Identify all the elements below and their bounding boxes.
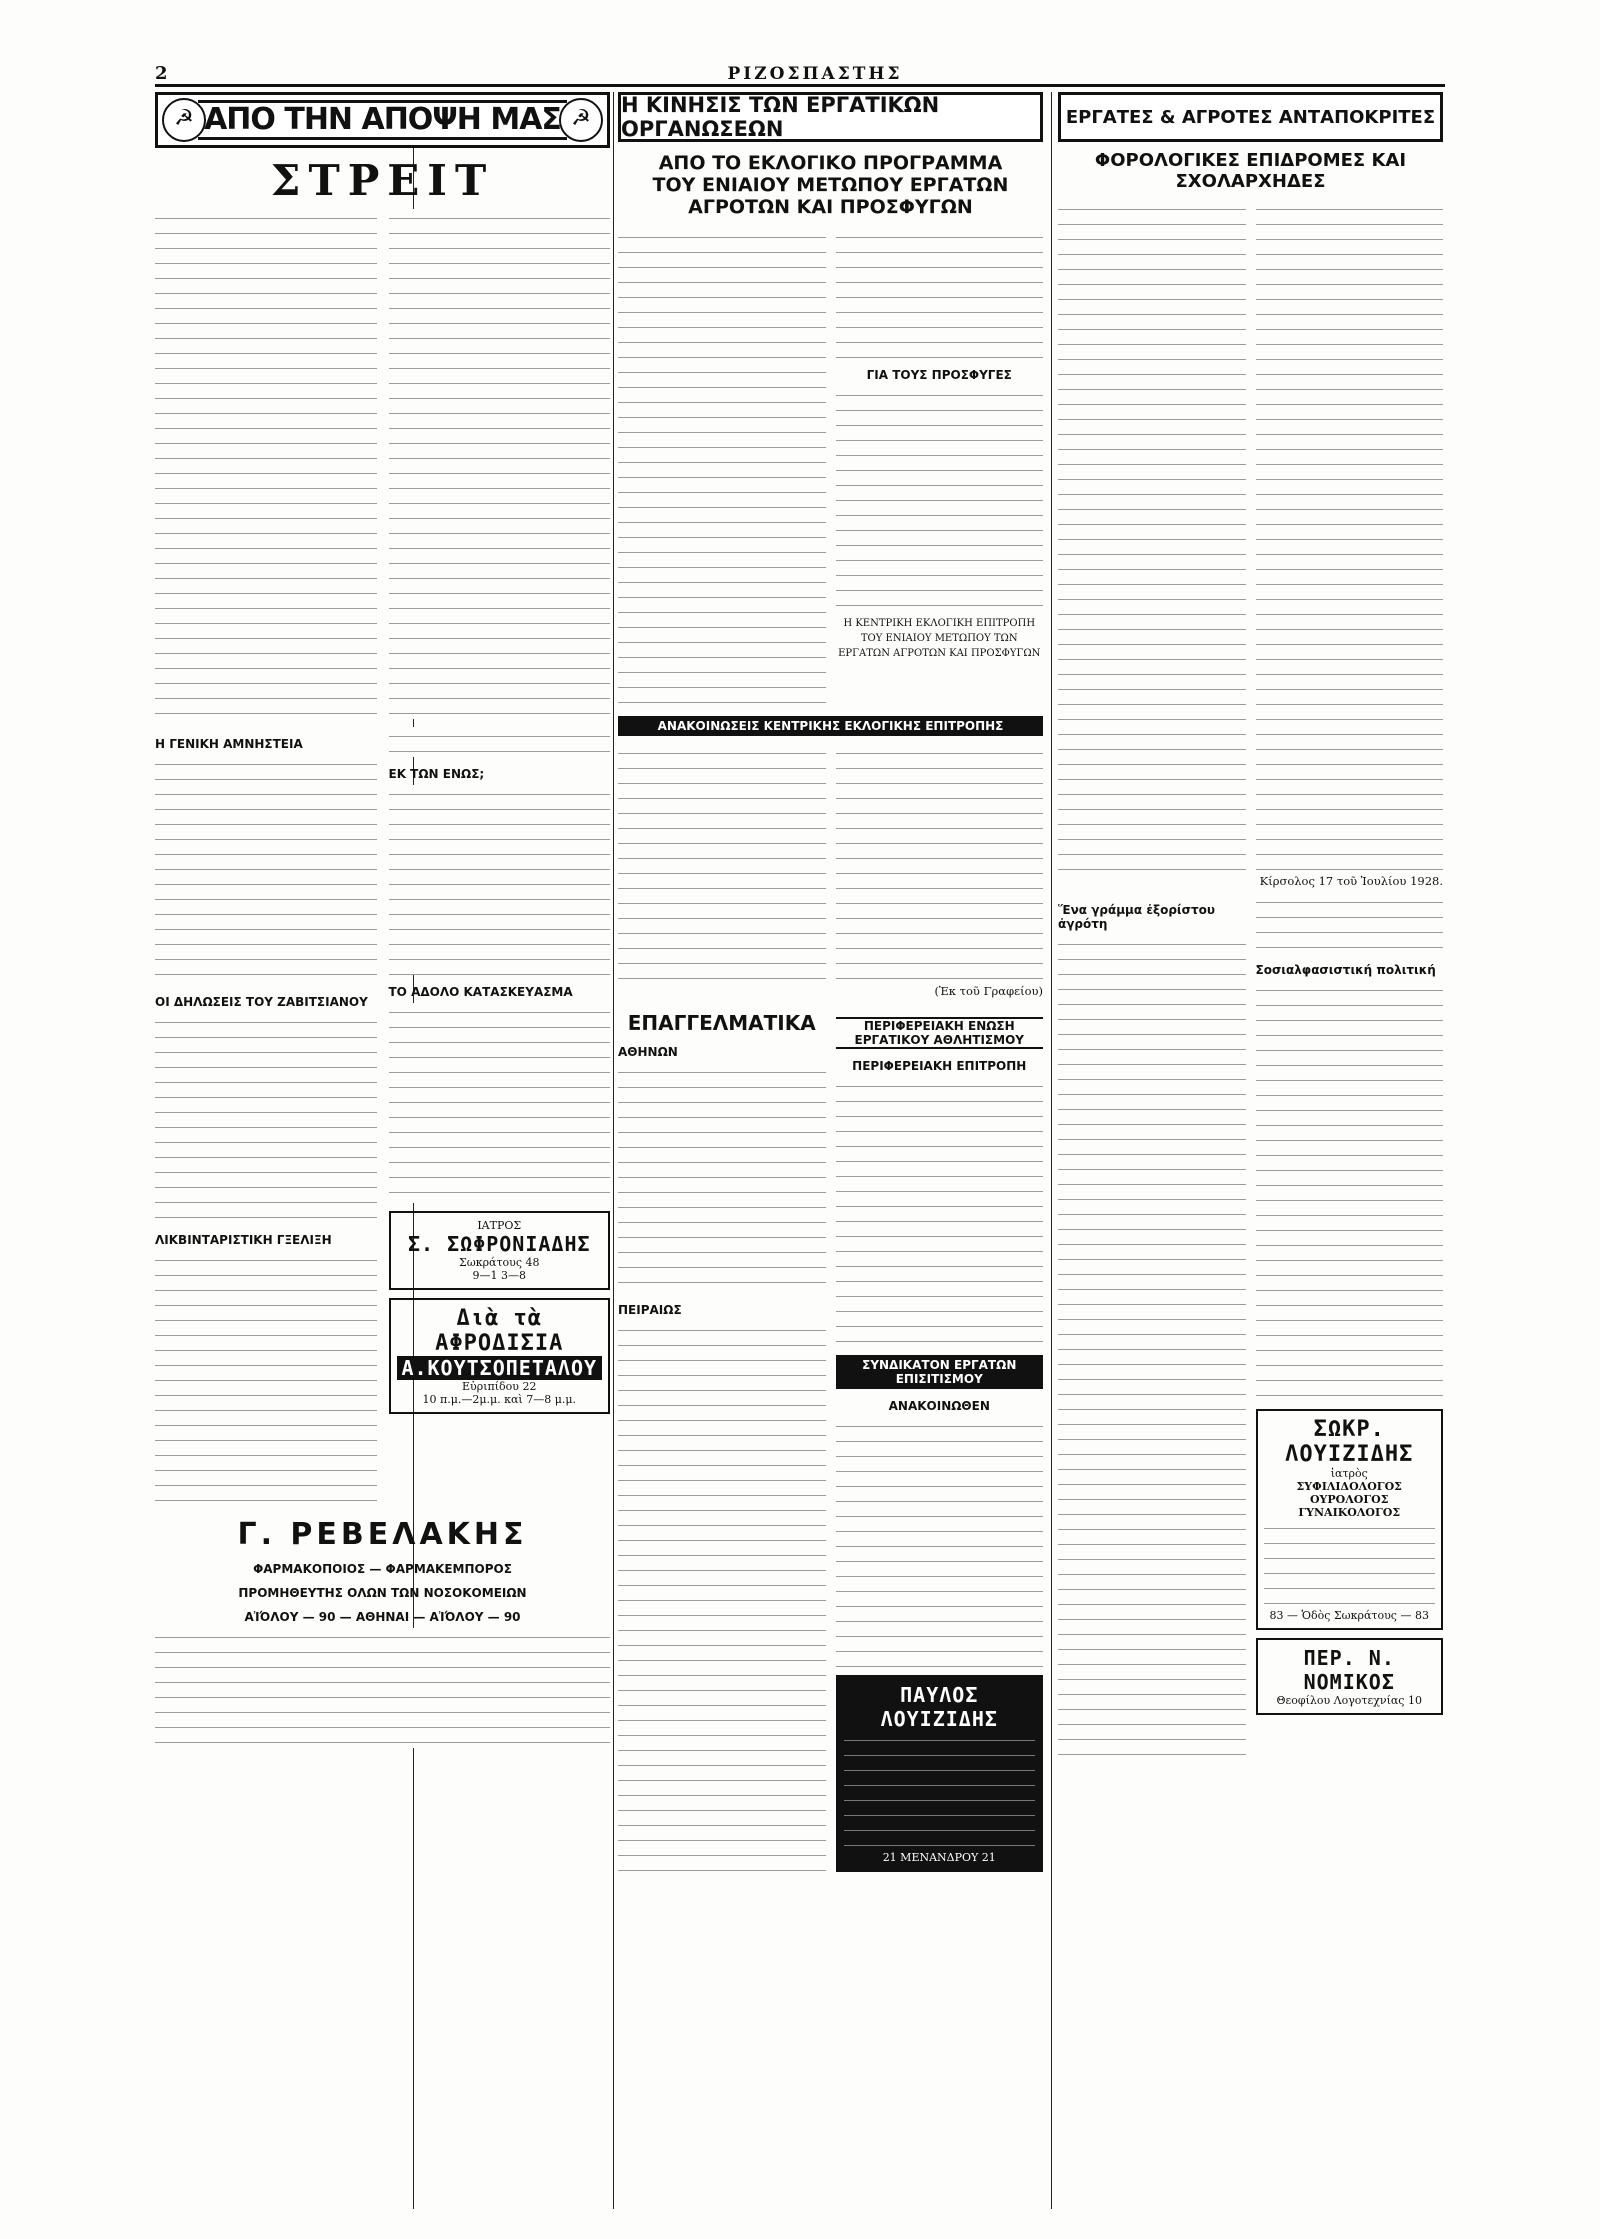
ad-nomikos: ΠΕΡ. Ν. ΝΟΜΙΚΟΣ Θεοφίλου Λογοτεχνίας 10 bbox=[1256, 1638, 1444, 1715]
ad-pavlos-luizidis: ΠΑΥΛΟΣ ΛΟΥΙΖΙΔΗΣ 21 ΜΕΝΑΝΔΡΟΥ 21 bbox=[836, 1675, 1044, 1872]
correspondents-banner: ΕΡΓΑΤΕΣ & ΑΓΡΟΤΕΣ ΑΝΤΑΠΟΚΡΙΤΕΣ bbox=[1058, 92, 1443, 142]
tax-headline: ΦΟΡΟΛΟΓΙΚΕΣ ΕΠΙΔΡΟΜΕΣ ΚΑΙ ΣΧΟΛΑΡΧΗΔΕΣ bbox=[1094, 150, 1407, 192]
page-header bbox=[155, 60, 1445, 87]
section-enosi: ΕΚ ΤΩΝ ΕΝΩΣ; bbox=[388, 767, 485, 781]
union-heading: ΣΥΝΔΙΚΑΤΟΝ ΕΡΓΑΤΩΝ ΕΠΙΣΙΤΙΣΜΟΥ bbox=[836, 1355, 1044, 1389]
program-title: ΑΠΟ ΤΟ ΕΚΛΟΓΙΚΟ ΠΡΟΓΡΑΜΜΑ ΤΟΥ ΕΝΙΑΙΟΥ ΜΕΤΩΠΟΥ ΕΡΓΑΤΩΝ ΑΓΡΟΤΩΝ ΚΑΙ ΠΡΟΣΦΥΓΩΝ bbox=[652, 152, 1009, 218]
section-adolo: ΤΟ ΑΔΟΛΟ ΚΑΤΑΣΚΕΥΑΣΜΑ bbox=[388, 985, 573, 999]
ad-aphrodisia: Διὰ τὰ ΑΦΡΟΔΙΣΙΑ Α.ΚΟΥΤΣΟΠΕΤΑΛΟΥ Εὐριπίδου 22 10 π.μ.—2μ.μ. καὶ 7—8 μ.μ. bbox=[389, 1298, 611, 1414]
regional-union-heading: ΠΕΡΙΦΕΡΕΙΑΚΗ ΕΝΩΣΗ ΕΡΓΑΤΙΚΟΥ ΑΘΛΗΤΙΣΜΟΥ bbox=[836, 1017, 1044, 1049]
organizations-column: Η ΚΙΝΗΣΙΣ ΤΩΝ ΕΡΓΑΤΙΚΩΝ ΟΡΓΑΝΩΣΕΩΝ ΑΠΟ ΤΟ ΕΚΛΟΓΙΚΟ ΠΡΟΓΡΑΜΜΑ ΤΟΥ ΕΝΙΑΙΟΥ ΜΕΤΩΠΟΥ ΕΡΓΑΤΩΝ ΑΓΡΟΤΩΝ ΚΑΙ ΠΡΟΣΦΥΓΩΝ ΓΙΑ ΤΟΥΣ ΠΡΟΣΦΥΓΕΣ Η ΚΕΝΤΡΙΚΗ ΕΚΛΟΓΙΚΗ ΕΠΙΤΡΟΠΗ ΤΟΥ ΕΝΙΑΙΟΥ ΜΕΤΩΠΟΥ ΤΩΝ ΕΡΓΑΤΩΝ ΑΓΡΟΤΩΝ ΚΑΙ ΠΡΟΣΦΥΓΩΝ ΑΝΑΚΟΙΝΩΣΕΙΣ ΚΕΝΤΡΙΚΗΣ ΕΚΛΟΓΙΚΗΣ ΕΠΙΤΡΟΠΗΣ (Ἐκ τοῦ Γραφείου) ΕΠΑΓΓΕΛΜΑΤΙΚΑ ΑΘΗΝΩΝ ΠΕΙΡΑΙΩΣ ΠΕΡΙΦΕΡΕΙΑΚΗ ΕΝΩΣΗ ΕΡΓΑΤΙΚΟΥ ΑΘΛΗΤΙΣΜΟΥ ΠΕΡΙΦΕΡΕΙΑΚΗ ΕΠΙΤΡΟΠΗ ΣΥΝΔΙΚΑΤΟΝ ΕΡΓΑΤΩΝ ΕΠΙΣΙΤΙΣΜΟΥ ΑΝΑΚΟΙΝΩΘΕΝ ΠΑΥΛΟΣ ΛΟΥΙΖΙΔΗΣ 21 ΜΕΝΑΝΔΡΟΥ 21 bbox=[618, 92, 1043, 2209]
epaggelmatika-heading: ΕΠΑΓΓΕΛΜΑΤΙΚΑ bbox=[627, 1011, 816, 1035]
announcements-heading: ΑΝΑΚΟΙΝΩΣΕΙΣ ΚΕΝΤΡΙΚΗΣ ΕΚΛΟΓΙΚΗΣ ΕΠΙΤΡΟΠΗΣ bbox=[618, 716, 1043, 736]
hammer-sickle-icon: ☭ bbox=[162, 98, 206, 142]
correspondents-column: ΕΡΓΑΤΕΣ & ΑΓΡΟΤΕΣ ΑΝΤΑΠΟΚΡΙΤΕΣ ΦΟΡΟΛΟΓΙΚΕΣ ΕΠΙΔΡΟΜΕΣ ΚΑΙ ΣΧΟΛΑΡΧΗΔΕΣ Κίρσολος 17 τοῦ Ἰουλίου 1928. Ἕνα γράμμα ἐξορίστου ἀγρότη Σοσιαλφασιστική πολιτική ΣΩΚΡ. ΛΟΥΙΖΙΔΗΣ ἰατρὸς ΣΥΦΙΛΙΔΟΛΟΓΟΣ ΟΥΡΟΛΟΓΟΣ ΓΥΝΑΙΚΟΛΟΓΟΣ 83 — Ὁδὸς Σωκράτους — 83 ΠΕΡ. Ν. ΝΟΜΙΚΟΣ Θεοφίλου Λογοτεχνίας 10 bbox=[1058, 92, 1443, 2209]
ad-pharmacy-name: Γ. ΡΕΒΕΛΑΚΗΣ bbox=[237, 1517, 528, 1552]
ad-doctor-sofroniadis: ΙΑΤΡΟΣ Σ. ΣΩΦΡΟΝΙΑΔΗΣ Σωκράτους 48 9—1 3—8 bbox=[389, 1211, 611, 1290]
editorial-column: ☭ ΑΠΟ ΤΗΝ ΑΠΟΨΗ ΜΑΣ ☭ ΣΤΡΕΙΤ Η ΓΕΝΙΚΗ ΑΜΝΗΣΤΕΙΑ ΟΙ ΔΗΛΩΣΕΙΣ ΤΟΥ ΖΑΒΙΤΣΙΑΝΟΥ ΛΙΚΒΙΝΤΑΡΙΣΤΙΚΗ ΓΞΕΛΙΞΗ ΕΚ ΤΩΝ ΕΝΩΣ; ΤΟ ΑΔΟΛΟ ΚΑΤΑΣΚΕΥΑΣΜΑ ΙΑΤΡΟΣ Σ. ΣΩΦΡΟΝΙΑΔΗΣ Σωκράτους 48 9—1 3—8 Διὰ τὰ ΑΦΡΟΔΙΣΙΑ Α.ΚΟΥΤΣΟΠΕΤΑΛΟΥ Εὐριπίδου 22 10 π.μ.—2μ.μ. καὶ 7—8 μ.μ. Γ. ΡΕΒΕΛΑΚΗΣ ΦΑΡΜΑΚΟΠΟΙΟΣ — ΦΑΡΜΑΚΕΜΠΟΡΟΣ ΠΡΟΜΗΘΕΥΤΗΣ ΟΛΩΝ ΤΩΝ ΝΟΣΟΚΟΜΕΙΩΝ ΑἸΌΛΟΥ — 90 — ΑΘΗΝΑΙ — ΑἸΌΛΟΥ — 90 bbox=[155, 92, 610, 2209]
section-amnesty: Η ΓΕΝΙΚΗ ΑΜΝΗΣΤΕΙΑ bbox=[155, 737, 303, 751]
section-zavitsianou: ΟΙ ΔΗΛΩΣΕΙΣ ΤΟΥ ΖΑΒΙΤΣΙΑΝΟΥ bbox=[155, 995, 368, 1009]
editorial-headline: ΣΤΡΕΙΤ bbox=[270, 156, 495, 205]
editorial-banner: ☭ ΑΠΟ ΤΗΝ ΑΠΟΨΗ ΜΑΣ ☭ bbox=[155, 92, 610, 148]
masthead: ΡΙΖΟΣΠΑΣΤΗΣ bbox=[727, 64, 903, 84]
page-number: 2 bbox=[155, 63, 168, 84]
hammer-sickle-icon: ☭ bbox=[559, 98, 603, 142]
ad-sokratis-luizidis: ΣΩΚΡ. ΛΟΥΙΖΙΔΗΣ ἰατρὸς ΣΥΦΙΛΙΔΟΛΟΓΟΣ ΟΥΡΟΛΟΓΟΣ ΓΥΝΑΙΚΟΛΟΓΟΣ 83 — Ὁδὸς Σωκράτους — 83 bbox=[1256, 1409, 1444, 1630]
organizations-banner: Η ΚΙΝΗΣΙΣ ΤΩΝ ΕΡΓΑΤΙΚΩΝ ΟΡΓΑΝΩΣΕΩΝ bbox=[618, 92, 1043, 142]
section-liquidation: ΛΙΚΒΙΝΤΑΡΙΣΤΙΚΗ ΓΞΕΛΙΞΗ bbox=[155, 1233, 332, 1247]
